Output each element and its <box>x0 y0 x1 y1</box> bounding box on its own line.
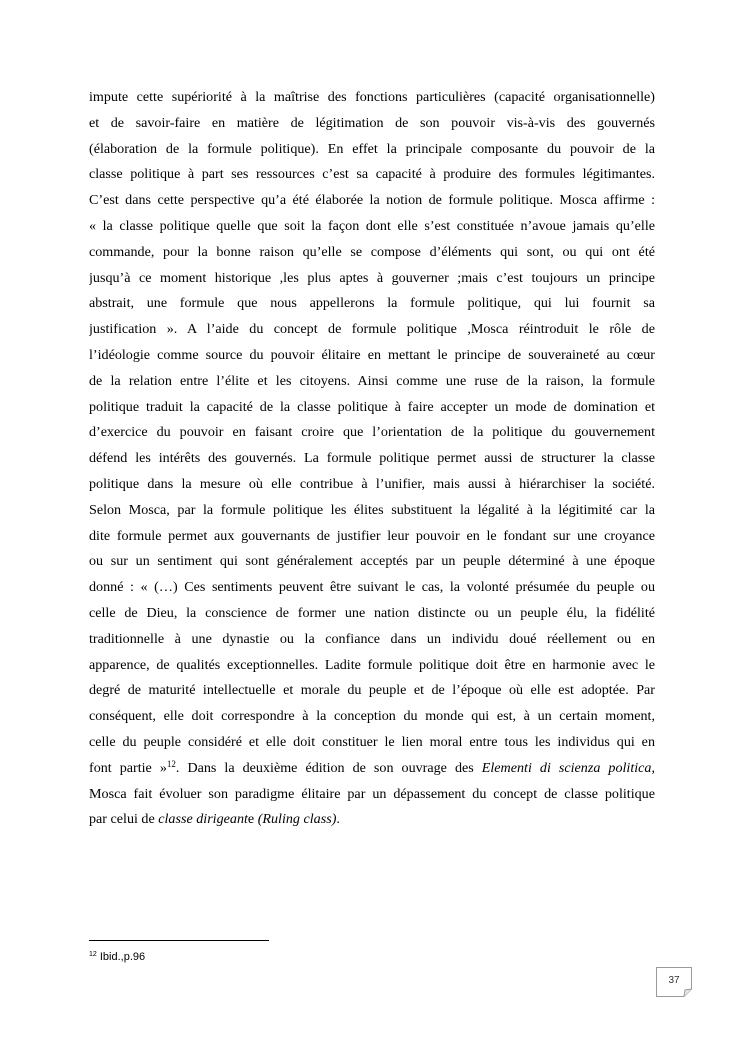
text-run: . <box>336 811 340 828</box>
text-run: e <box>247 811 258 828</box>
text-run: par celui de <box>89 811 159 828</box>
italic-term: (Ruling class) <box>257 811 337 828</box>
text-line: politique traduit la capacité de la classe politique à faire accepter un mode de domination et <box>89 398 655 415</box>
text-line: Mosca fait évoluer son paradigme élitaire par un dépassement du concept de classe politique <box>89 785 655 802</box>
text-run: , <box>651 759 655 776</box>
book-title: Elementi di scienza politica <box>481 759 652 776</box>
text-line: apparence, de qualités exceptionnelles. Ladite formule politique doit être en harmonie avec le <box>89 656 655 673</box>
text-line: classe politique à part ses ressources c’est sa capacité à produire des formules légitimantes. <box>89 166 655 183</box>
text-line: « la classe politique quelle que soit la façon dont elle s’est constituée n’avoue jamais qu’elle <box>89 217 655 234</box>
text-line-last <box>89 807 655 833</box>
text-line: dite formule permet aux gouvernants de justifier leur pouvoir en le fondant sur une croyance <box>89 527 655 544</box>
footnote-text: Ibid.,p.96 <box>96 951 146 963</box>
footnote-separator <box>89 940 269 941</box>
text-line: (élaboration de la formule politique). En effet la principale composante du pouvoir de la <box>89 140 655 157</box>
text-line: d’exercice du pouvoir en faisant croire que l’orientation de la politique du gouvernement <box>89 424 655 441</box>
text-line: jusqu’à ce moment historique ,les plus aptes à gouverner ;mais c’est toujours un principe <box>89 269 655 286</box>
text-line: abstrait, une formule que nous appellerons la formule politique, qui lui fournit sa <box>89 295 655 312</box>
text-line: défend les intérêts des gouvernés. La formule politique permet aussi de structurer la classe <box>89 450 655 467</box>
body-paragraph <box>89 85 655 833</box>
footnote-number: 12 <box>89 951 97 958</box>
text-line: l’idéologie comme source du pouvoir élitaire en mettant le principe de souveraineté au cœur <box>89 346 655 363</box>
text-line: traditionnelle à une dynastie ou la confiance dans un individu doué réellement ou en <box>89 630 655 647</box>
text-line: C’est dans cette perspective qu’a été élaborée la notion de formule politique. Mosca affirme : <box>89 192 655 209</box>
footnote <box>89 950 145 964</box>
italic-term: classe dirigeant <box>158 811 248 828</box>
footnote-reference[interactable]: 12 <box>166 758 176 769</box>
text-line: celle du peuple considéré et elle doit constituer le lien moral entre tous les individus qui en <box>89 733 655 750</box>
text-line: impute cette supériorité à la maîtrise des fonctions particulières (capacité organisationnelle) <box>89 89 655 105</box>
text-line: celle de Dieu, la conscience de former une nation distincte ou un peuple élu, la fidélité <box>89 604 655 621</box>
text-run: . Dans la deuxième édition de son ouvrage des <box>175 759 482 776</box>
text-line: donné : « (…) Ces sentiments peuvent être suivant le cas, la volonté présumée du peuple ou <box>89 579 655 596</box>
text-line: justification ». A l’aide du concept de formule politique ,Mosca réintroduit le rôle de <box>89 321 655 338</box>
text-line: de la relation entre l’élite et les citoyens. Ainsi comme une ruse de la raison, la formule <box>89 372 655 389</box>
text-line: politique dans la mesure où elle contribue à l’unifier, mais aussi à hiérarchiser la société. <box>89 475 655 492</box>
page-number-box <box>656 967 692 997</box>
text-line: commande, pour la bonne raison qu’elle se compose d’éléments qui sont, ou qui ont été <box>89 243 655 260</box>
text-run: font partie » <box>89 759 167 776</box>
text-line: Selon Mosca, par la formule politique les élites substituent la légalité à la légitimité car la <box>89 501 655 518</box>
text-line: ou sur un sentiment qui sont généralement acceptés par un peuple déterminé à une époque <box>89 553 655 570</box>
text-line: degré de maturité intellectuelle et morale du peuple et de l’époque où elle est adoptée. Par <box>89 682 655 699</box>
text-line: et de savoir-faire en matière de légitimation de son pouvoir vis-à-vis des gouvernés <box>89 114 655 131</box>
text-line-with-footnote-ref <box>89 756 655 782</box>
page-number: 37 <box>668 975 680 986</box>
text-line: conséquent, elle doit correspondre à la conception du monde qui est, à un certain moment, <box>89 708 655 725</box>
